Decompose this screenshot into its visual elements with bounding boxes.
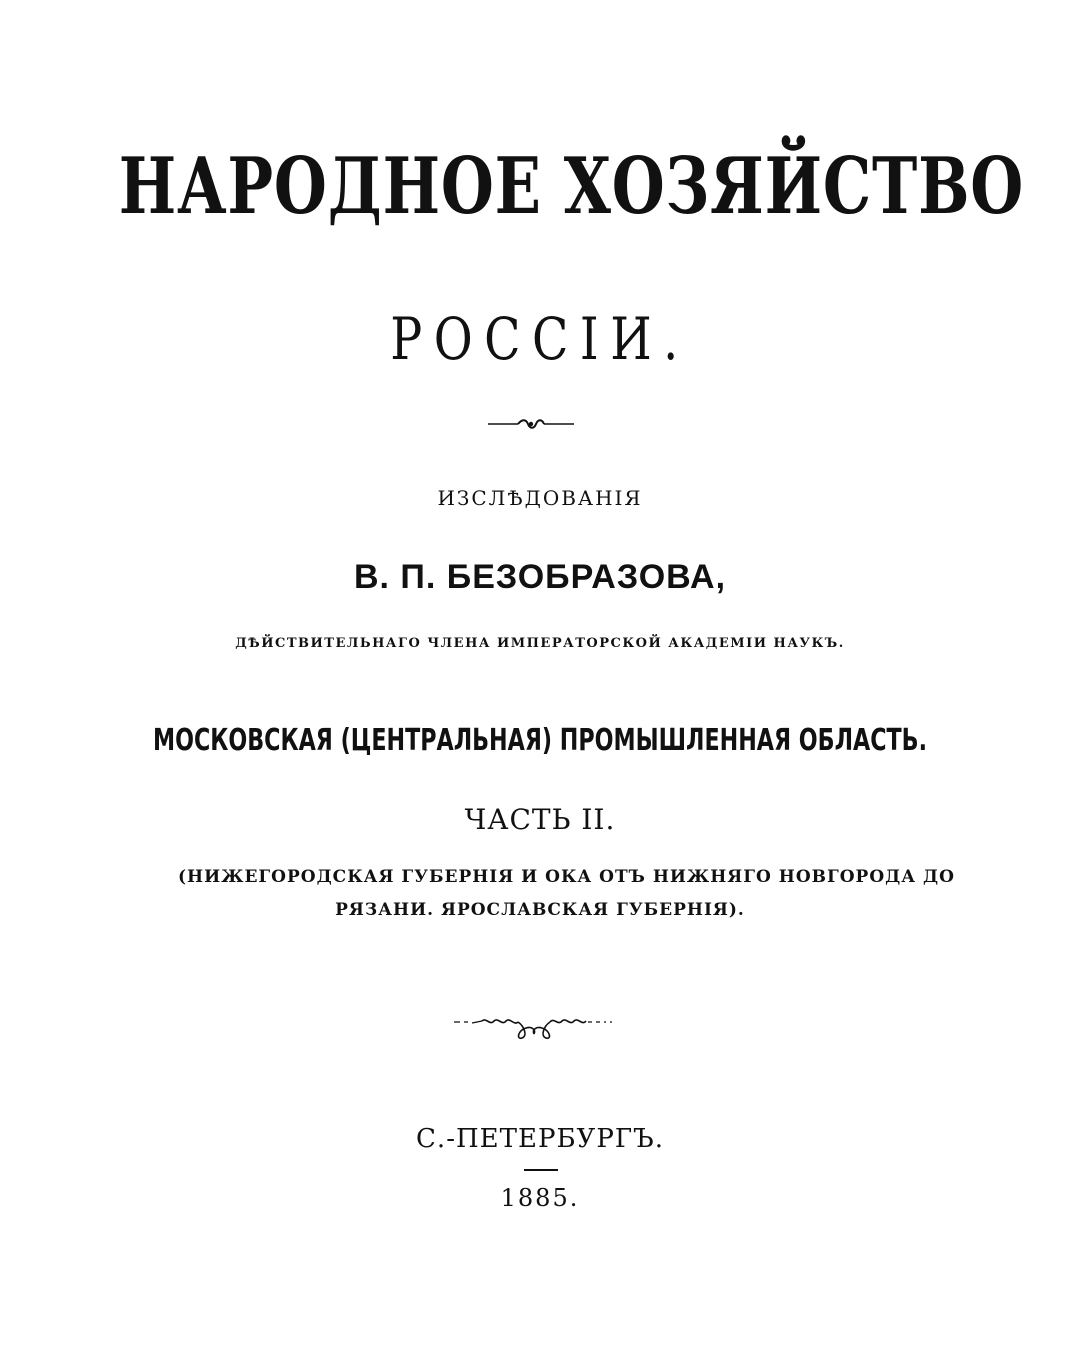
title-line-2: РОССІИ. <box>390 305 690 373</box>
part-heading: ЧАСТЬ II. <box>464 803 616 836</box>
studies-label: ИЗСЛѢДОВАНІЯ <box>437 486 643 510</box>
title-line-1: НАРОДНОЕ ХОЗЯЙСТВО <box>118 141 1025 232</box>
author-affiliation: ДѢЙСТВИТЕЛЬНАГО ЧЛЕНА ИМПЕРАТОРСКОЙ АКАДЕМІИ НАУКЪ. <box>235 636 845 651</box>
subtitle-line-1: (НИЖЕГОРОДСКАЯ ГУБЕРНІЯ И ОКА ОТЪ НИЖНЯГО НОВГОРОДА ДО <box>178 867 955 887</box>
subtitle-line-2: РЯЗАНИ. ЯРОСЛАВСКАЯ ГУБЕРНІЯ). <box>335 900 745 920</box>
imprint-year: 1885. <box>500 1184 580 1212</box>
imprint-city: С.-ПЕТЕРБУРГЪ. <box>416 1124 664 1154</box>
region-heading: МОСКОВСКАЯ (ЦЕНТРАЛЬНАЯ) ПРОМЫШЛЕННАЯ ОБЛАСТЬ. <box>152 723 928 758</box>
ornament-flourish-icon <box>452 1008 616 1044</box>
author-name: В. П. БЕЗОБРАЗОВА, <box>353 558 727 596</box>
divider <box>524 1169 558 1171</box>
decorative-rule-icon <box>488 416 574 432</box>
